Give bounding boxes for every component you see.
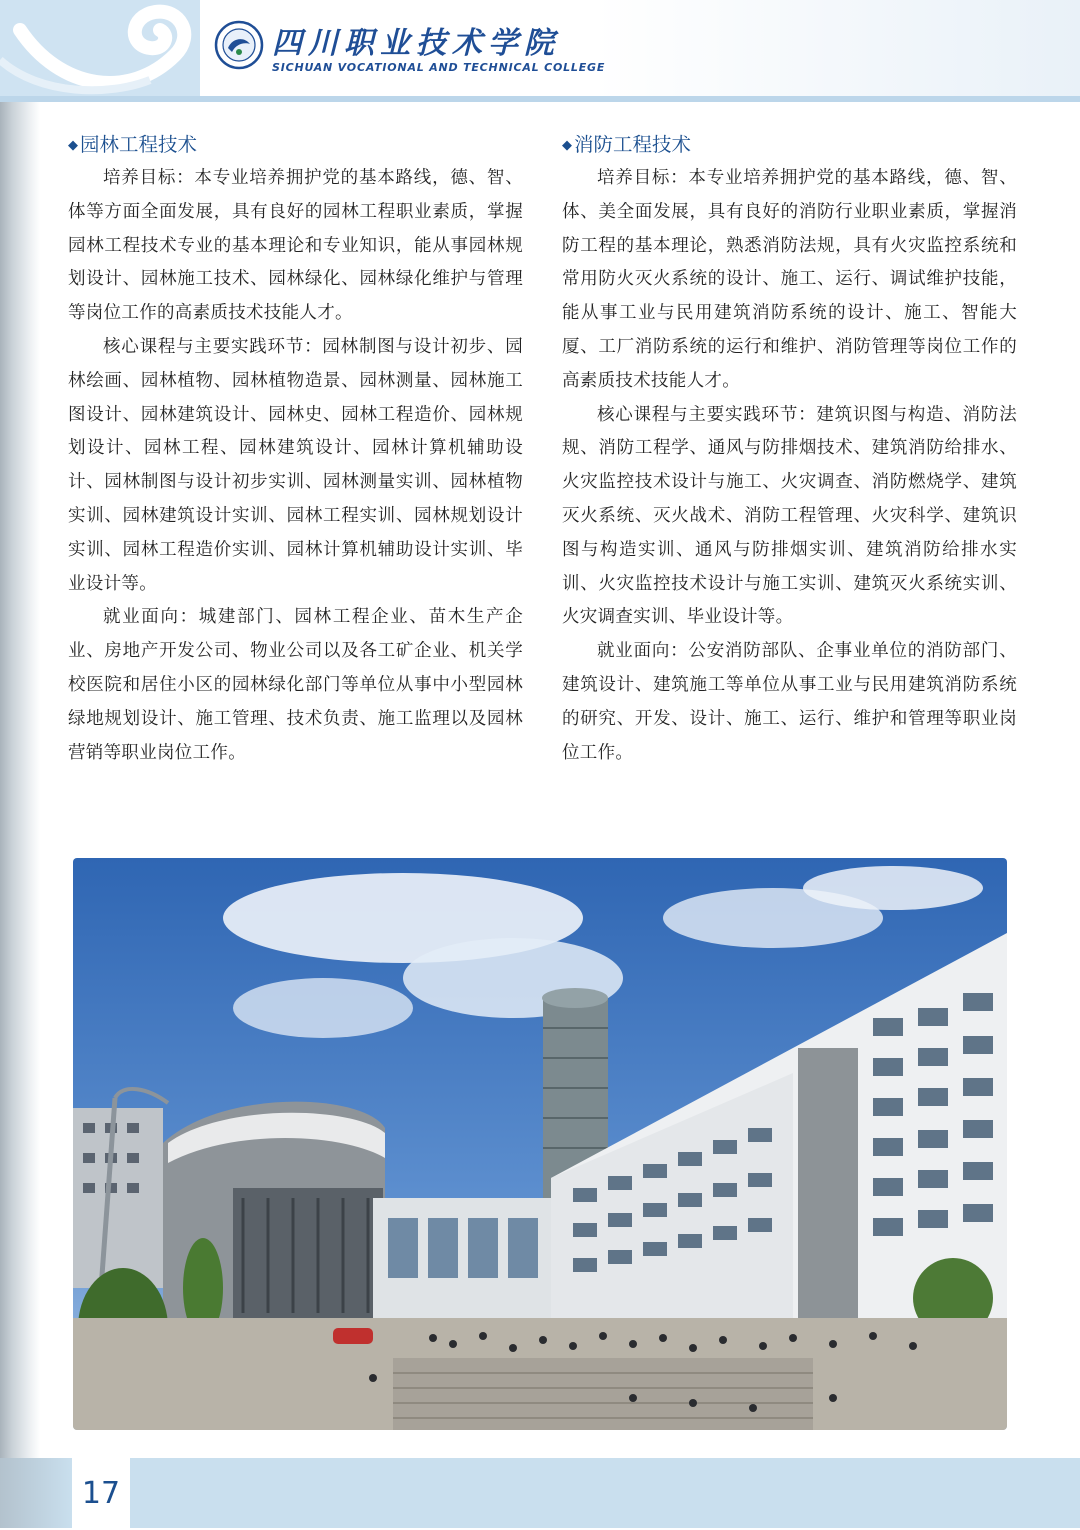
footer-band <box>0 1458 1080 1528</box>
diamond-bullet-icon: ◆ <box>68 137 78 153</box>
training-goal-paragraph: 培养目标：本专业培养拥护党的基本路线，德、智、体、美全面发展，具有良好的消防行业职业素质，掌握消防工程的基本理论，熟悉消防法规，具有火灾监控系统和常用防火灭火系统的设计、施工、运行、调试维护技能，能从事工业与民用建筑消防系统的设计、施工、智能大厦、工厂消防系统的运行和维护、消防管理等岗位工作的高素质技术技能人才。 <box>562 168 1017 391</box>
diamond-bullet-icon: ◆ <box>562 137 572 153</box>
section-title <box>562 128 1017 162</box>
section-title-text: 园林工程技术 <box>80 133 198 156</box>
training-goal-paragraph: 培养目标：本专业培养拥护党的基本路线，德、智、体等方面全面发展，具有良好的园林工程职业素质，掌握园林工程技术专业的基本理论和专业知识，能从事园林规划设计、园林施工技术、园林绿化、园林绿化维护与管理等岗位工作的高素质技术技能人才。 <box>68 168 523 324</box>
header-swirl-decoration <box>0 0 200 96</box>
campus-photo <box>73 858 1007 1430</box>
page-number: 17 <box>72 1458 130 1528</box>
header-divider <box>0 96 1080 102</box>
college-emblem <box>214 20 264 70</box>
section-landscape-engineering <box>68 128 523 770</box>
employment-paragraph: 就业面向：公安消防部队、企事业单位的消防部门、建筑设计、建筑施工等单位从事工业与民用建筑消防系统的研究、开发、设计、施工、运行、维护和管理等职业岗位工作。 <box>562 641 1017 763</box>
swirl-icon <box>0 0 200 96</box>
footer-binding-shadow <box>0 1458 72 1528</box>
college-emblem-icon <box>214 20 264 70</box>
employment-paragraph: 就业面向：城建部门、园林工程企业、苗木生产企业、房地产开发公司、物业公司以及各工矿企业、机关学校医院和居住小区的园林绿化部门等单位从事中小型园林绿地规划设计、施工管理、技术负责、施工监理以及园林营销等职业岗位工作。 <box>68 607 523 763</box>
binding-shadow <box>0 102 40 1528</box>
college-name-en: SICHUAN VOCATIONAL AND TECHNICAL COLLEGE <box>272 61 606 74</box>
college-name-cn: 四川职业技术学院 <box>272 26 560 61</box>
core-courses-paragraph: 核心课程与主要实践环节：建筑识图与构造、消防法规、消防工程学、通风与防排烟技术、建筑消防给排水、火灾监控技术设计与施工、火灾调查、消防燃烧学、建筑灭火系统、灭火战术、消防工程管理、火灾科学、建筑识图与构造实训、通风与防排烟实训、建筑消防给排水实训、火灾监控技术设计与施工实训、建筑灭火系统实训、火灾调查实训、毕业设计等。 <box>562 404 1017 628</box>
section-fire-engineering <box>562 128 1017 770</box>
campus-photo-illustration <box>73 858 1007 1430</box>
section-title-text: 消防工程技术 <box>574 133 692 156</box>
section-title <box>68 128 523 162</box>
core-courses-paragraph: 核心课程与主要实践环节：园林制图与设计初步、园林绘画、园林植物、园林植物造景、园林测量、园林施工图设计、园林建筑设计、园林史、园林工程造价、园林规划设计、园林工程、园林建筑设计、园林计算机辅助设计、园林制图与设计初步实训、园林测量实训、园林植物实训、园林建筑设计实训、园林工程实训、园林规划设计实训、园林工程造价实训、园林计算机辅助设计实训、毕业设计等。 <box>68 336 523 594</box>
